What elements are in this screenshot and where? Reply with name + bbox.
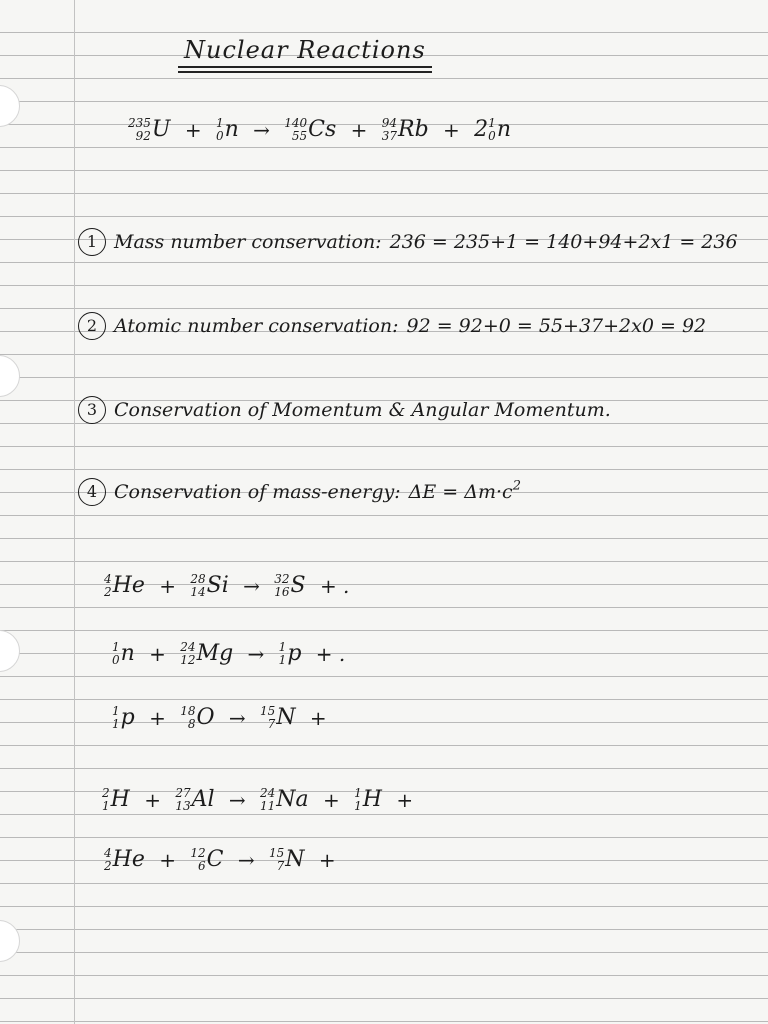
exercise-reaction: 1 0 n + 24 12 Mg → 1 1 p + . [112, 639, 346, 667]
page-title: Nuclear Reactions [184, 36, 426, 64]
arrow-icon: → [247, 641, 265, 666]
punch-hole [0, 920, 20, 962]
nuclide-cesium: 140 55 Cs [284, 115, 337, 143]
arrow-icon: → [243, 573, 260, 598]
punch-hole [0, 355, 20, 397]
exercise-reaction: 1 1 p + 18 8 O → 15 7 N + [112, 703, 327, 731]
punch-hole [0, 630, 20, 672]
exercise-reaction: 2 1 H + 27 13 Al → 24 11 Na + 1 1 H + [102, 785, 414, 813]
law-momentum: 3 Conservation of Momentum & Angular Momentum. [78, 396, 611, 424]
nuclide-uranium: 235 92 U [128, 115, 171, 143]
exercise-reaction: 4 2 He + 28 14 Si → 32 16 S + . [104, 571, 350, 599]
title-underline [178, 66, 432, 68]
margin-line [74, 0, 75, 1024]
title-underline [178, 71, 432, 73]
nuclide-neutron: 1 0 n [215, 115, 239, 143]
fission-equation: 235 92 U + 1 0 n → 140 55 Cs + 94 37 Rb + 2 1 0 n [128, 115, 511, 143]
nuclide-rubidium: 94 37 Rb [381, 115, 429, 143]
arrow-icon: → [228, 787, 246, 812]
law-atomic-number: 2 Atomic number conservation: 92 = 92+0 = 55+37+2x0 = 92 [78, 312, 706, 340]
exercise-reaction: 4 2 He + 12 6 C → 15 7 N + [104, 845, 336, 873]
law-mass-number: 1 Mass number conservation: 236 = 235+1 = 140+94+2x1 = 236 [78, 228, 738, 256]
punch-hole [0, 85, 20, 127]
arrow-icon: → [228, 705, 246, 730]
arrow-icon: → [237, 847, 255, 872]
arrow-icon: → [253, 117, 270, 142]
nuclide-neutrons: 2 1 0 n [474, 115, 511, 143]
law-mass-energy: 4 Conservation of mass-energy: $\Delta E = \Delta m\cdot c^2$ [78, 478, 521, 506]
